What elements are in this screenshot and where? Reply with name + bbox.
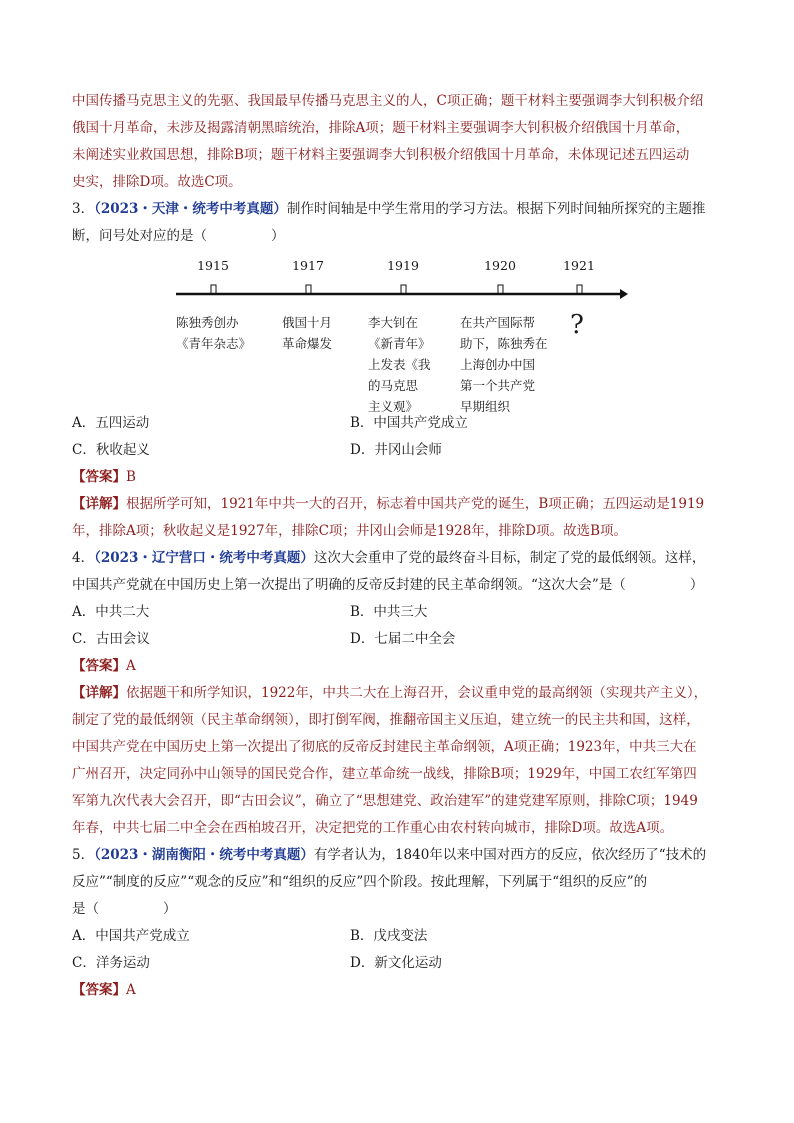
timeline-year: 1915 <box>197 258 229 273</box>
timeline-tick <box>306 285 311 294</box>
timeline-figure <box>72 256 724 414</box>
question-number: 3． <box>72 201 95 217</box>
answer-value: B <box>126 469 136 485</box>
question-stem: 断，问号处对应的是（ <box>72 228 207 244</box>
option-a[interactable]: A．五四运动 <box>72 415 150 431</box>
timeline-year: 1917 <box>292 258 324 273</box>
answer-line: 【答案】A <box>72 658 136 674</box>
options-row <box>72 599 724 626</box>
answer-value: A <box>126 658 136 674</box>
timeline-event: 李大钊在 《新青年》 上发表《我 的马克思 主义观》 <box>368 315 431 414</box>
timeline-tick <box>401 285 406 294</box>
document-page <box>72 88 724 1004</box>
timeline-year: 1919 <box>387 258 419 273</box>
options-row <box>72 437 724 464</box>
option-a[interactable]: A．中共二大 <box>72 604 150 620</box>
option-d[interactable]: D．七届二中全会 <box>350 631 456 647</box>
question-stem: 这次大会重申了党的最终奋斗目标，制定了党的最低纲领。这样， <box>313 550 706 566</box>
timeline-tick <box>498 285 503 294</box>
question-source: （2023・辽宁营口・统考中考真题） <box>94 550 314 566</box>
timeline-event: 陈独秀创办 《青年杂志》 <box>176 315 252 351</box>
answer-line: 【答案】B <box>72 469 136 485</box>
option-b[interactable]: B．戊戌变法 <box>350 928 428 944</box>
timeline-year: 1920 <box>484 258 516 273</box>
timeline-tick <box>577 285 582 294</box>
question-source: （2023・天津・统考中考真题） <box>94 201 287 217</box>
option-c[interactable]: C．秋收起义 <box>72 442 150 458</box>
timeline-tick <box>211 285 216 294</box>
question-mark-icon: ? <box>570 310 584 340</box>
explanation-line: 史实，排除D项。故选C项。 <box>72 174 242 190</box>
option-b[interactable]: B．中共三大 <box>350 604 428 620</box>
answer-line: 【答案】A <box>72 982 136 998</box>
answer-value: A <box>126 982 136 998</box>
question-number: 4． <box>72 550 95 566</box>
timeline-event: 在共产国际帮 助下，陈独秀在 上海创办中国 第一个共产党 早期组织 <box>460 315 548 414</box>
explanation-line: 俄国十月革命，未涉及揭露清朝黑暗统治，排除A项；题干材料主要强调李大钊积极介绍俄国十月革命， <box>72 120 690 136</box>
question-5: 5．（2023・湖南衡阳・统考中考真题）有学者认为，1840年以来中国对西方的反应，依次经历了“技术的 反应”“制度的反应”“观念的反应”和“组织的反应”四个阶段。按此理解，下列属于“组织的反应”的 是（ ） A．中国共产党成立 B．戊戌变法 C．洋务运动 D．新文化运动 【答案】A <box>72 842 724 1004</box>
previous-explanation <box>72 88 724 196</box>
option-c[interactable]: C．古田会议 <box>72 631 150 647</box>
detail-explanation: 【详解】依据题干和所学知识，1922年，中共二大在上海召开，会议重申党的最高纲领（实现共产主义）， 制定了党的最低纲领（民主革命纲领），即打倒军阀，推翻帝国主义压迫，建立统一的民主共和国，这样， 中国共产党在中国历史上第一次提出了彻底的反帝反封建民主革命纲领，A项正确；1923年，中共三大在 广州召开，决定同孙中山领导的国民党合作，建立革命统一战线，排除B项；1929年，中国工农红军第四 军第九次代表大会召开，即“古田会议”，确立了“思想建党、政治建军”的建党建军原则，排除C项；1949 年春，中共七届二中全会在西柏坡召开，决定把党的工作重心由农村转向城市，排除D项。故选A项。 <box>72 685 708 836</box>
options-row <box>72 626 724 653</box>
options-row <box>72 950 724 977</box>
detail-explanation: 【详解】根据所学可知，1921年中共一大的召开，标志着中国共产党的诞生，B项正确；五四运动是1919 年，排除A项；秋收起义是1927年，排除C项；井冈山会师是1928年，排除D项。故选B项。 <box>72 496 705 539</box>
question-source: （2023・湖南衡阳・统考中考真题） <box>94 847 314 863</box>
explanation-line: 未阐述实业救国思想，排除B项；题干材料主要强调李大钊积极介绍俄国十月革命，未体现记述五四运动 <box>72 147 690 163</box>
question-4: 4．（2023・辽宁营口・统考中考真题）这次大会重申了党的最终奋斗目标，制定了党的最低纲领。这样， 中国共产党就在中国历史上第一次提出了明确的反帝反封建的民主革命纲领。“这次大会”是（ ） A．中共二大 B．中共三大 C．古田会议 D．七届二中全会 【答案】A 【详解】依据题干和所学知识，1922年，中共二大在上海召开，会议重申党的最高纲领（实现共产主义）， 制定了党的最低纲领（民主革命纲领），即打倒军阀，推翻帝国主义压迫，建立统一的民主共和国，这样， 中国共产党在中国历史上第一次提出了彻底的反帝反封建民主革命纲领，A项正确；1923年，中共三大在 广州召开，决定同孙中山领导的国民党合作，建立革命统一战线，排除B项；1929年，中国工农红军第四 军第九次代表大会召开，即“古田会议”，确立了“思想建党、政治建军”的建党建军原则，排除C项；1949 年春，中共七届二中全会在西柏坡召开，决定把党的工作重心由农村转向城市，排除D项。故选A项。 <box>72 545 724 842</box>
arrow-icon <box>620 289 628 299</box>
option-b[interactable]: B．中国共产党成立 <box>350 415 468 431</box>
timeline-event: 俄国十月 革命爆发 <box>282 315 333 351</box>
question-stem: 是（ <box>72 901 99 917</box>
explanation-line: 中国传播马克思主义的先驱、我国最早传播马克思主义的人，C项正确；题干材料主要强调李大钊积极介绍 <box>72 93 704 109</box>
option-a[interactable]: A．中国共产党成立 <box>72 928 190 944</box>
option-d[interactable]: D．新文化运动 <box>350 955 442 971</box>
option-c[interactable]: C．洋务运动 <box>72 955 150 971</box>
option-d[interactable]: D．井冈山会师 <box>350 442 442 458</box>
question-number: 5． <box>72 847 95 863</box>
question-stem: 反应”“制度的反应”“观念的反应”和“组织的反应”四个阶段。按此理解，下列属于“组织的反应”的 <box>72 874 648 890</box>
options-row <box>72 923 724 950</box>
timeline-year: 1921 <box>563 258 595 273</box>
question-stem: 制作时间轴是中学生常用的学习方法。根据下列时间轴所探究的主题推 <box>286 201 706 217</box>
question-3: 3．（2023・天津・统考中考真题）制作时间轴是中学生常用的学习方法。根据下列时间轴所探究的主题推 断，问号处对应的是（ ） 1915 1917 1919 1920 1921 陈独秀创办 《青年杂志》 俄国十月 革命爆发 李大钊在 《新青年》 上发表《我 的马克思 主义观》 在共产国际帮 助下，陈独秀在 上海创办中国 第一个共产党 早期组织 ? A．五四运动 B．中国共产党成立 C．秋收起义 D．井冈山会师 【答案】B 【详解】根据所学可知，1921年中共一大的召开，标志着中国共产党的诞生，B项正确；五四运动是1919 年，排除A项；秋收起义是1927年，排除C项；井冈山会师是1928年，排除D项。故选B项。 <box>72 196 724 545</box>
question-stem: 中国共产党就在中国历史上第一次提出了明确的反帝反封建的民主革命纲领。“这次大会”是（ <box>72 577 626 593</box>
question-stem: 有学者认为，1840年以来中国对西方的反应，依次经历了“技术的 <box>313 847 707 863</box>
